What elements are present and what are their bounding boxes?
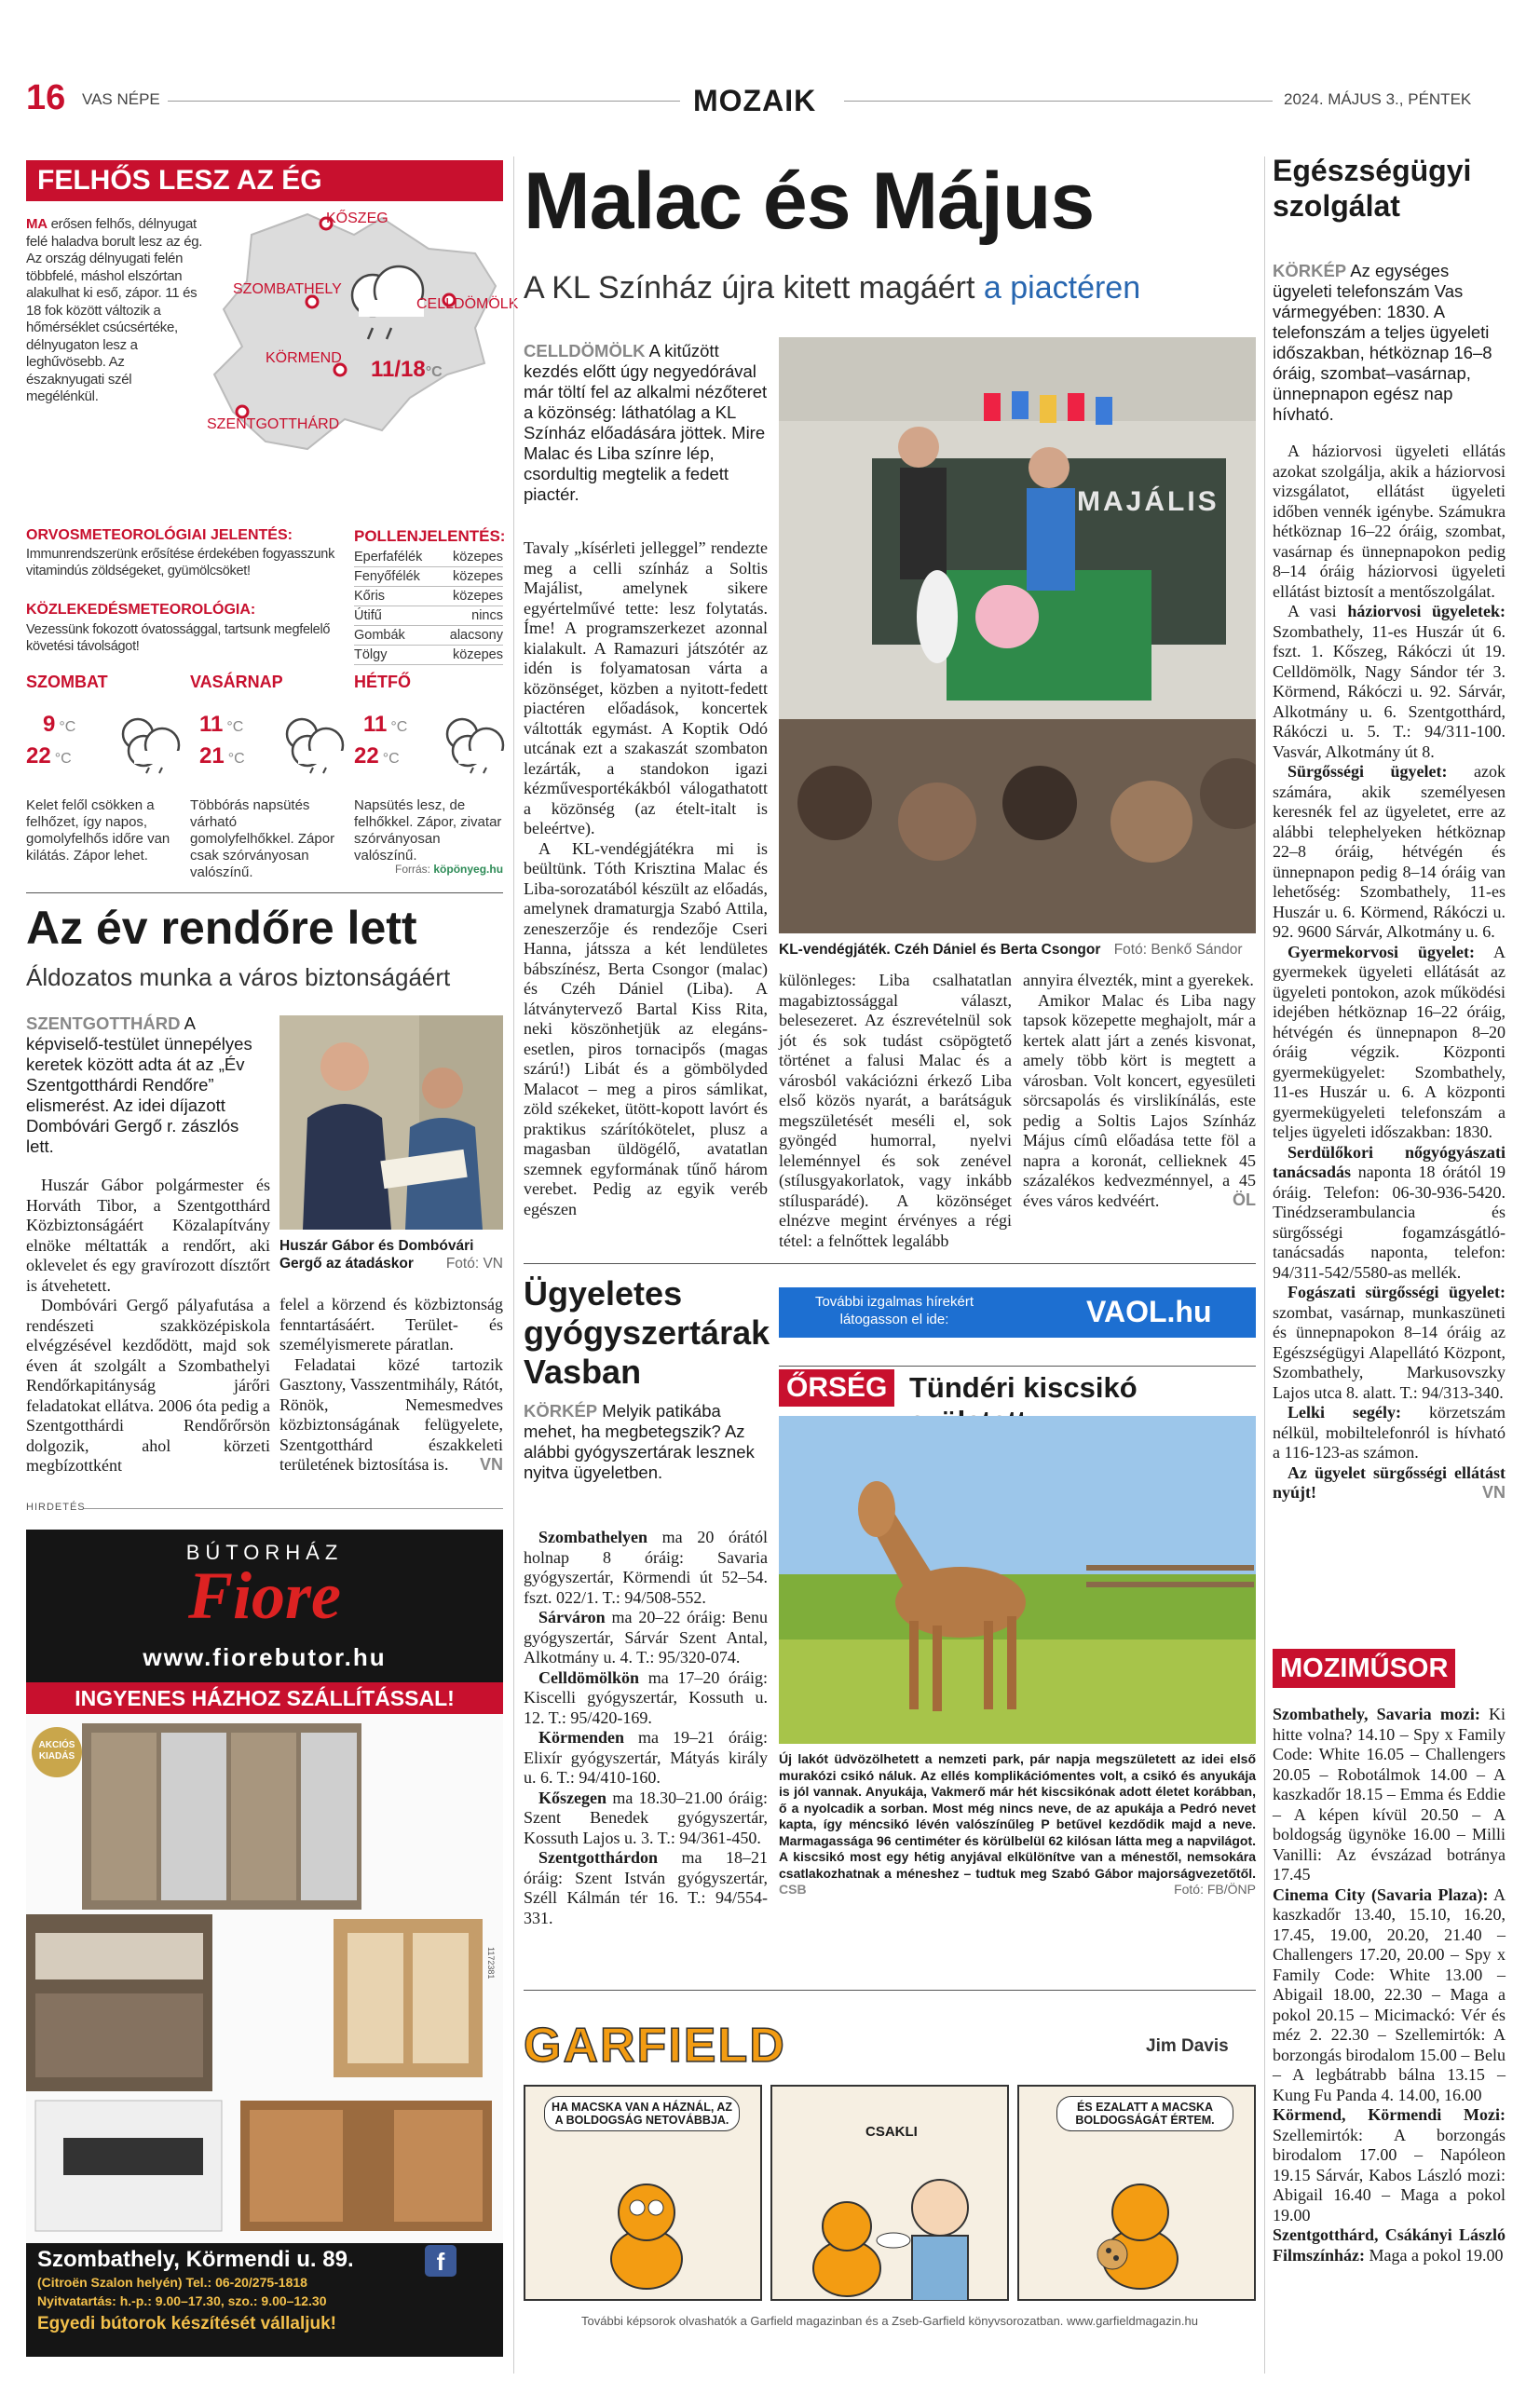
ad-furniture-area <box>26 1714 503 2243</box>
garfield-panel-2 <box>770 2085 1009 2301</box>
garfield-strip <box>524 2085 1256 2301</box>
pollen-row: Eperfafélék közepes <box>354 548 503 567</box>
theatre-lead-place: CELLDÖMÖLK <box>524 341 646 361</box>
page-number-text: 16 <box>26 78 66 117</box>
forecast-day-sunday: VASÁRNAP 11 °C 21 °C Többórás napsütés várható gomolyfelhőkkel. Zápor csak szórványosan valószínű. <box>190 673 339 692</box>
pharmacy-entry: Celldömölkön ma 17–20 óráig: Kiscelli gyógyszertár, Kossuth u. 12. T.: 95/420-169. <box>524 1667 769 1727</box>
ad-address: Szombathely, Körmendi u. 89. <box>37 2247 354 2272</box>
pollen-row: Gombák alacsony <box>354 626 503 646</box>
garfield-cat-icon <box>600 2170 693 2292</box>
weather-today-text: erősen felhős, délnyugat felé haladva borult lesz az ég. Az ország délnyugati felén többfelé, máshol elszórtan alakulhat ki eső, zápor. 11 és 18 fok között változik a hőmérséklet csúcsértéke, délnyugaton lesz a leghűvösebb. Az északnyugati szél megélénkül. <box>26 216 203 404</box>
vaol-line1: További izgalmas hírekért <box>814 1294 974 1310</box>
pharmacy-entry: Kőszegen ma 18.30–21.00 óráig: Szent Benedek gyógyszertár, Kossuth Lajos u. 3. T.: 94/361-450. <box>524 1788 768 1847</box>
foal-tag: ŐRSÉG <box>779 1369 894 1407</box>
paper-name: VAS NÉPE <box>82 90 160 108</box>
police-photo <box>279 1015 503 1230</box>
ad-code: 1172381 <box>486 1947 496 1979</box>
pharmacy-lead-text: Melyik patikába mehet, ha megbetegszik? Az alábbi gyógyszertárak lesznek nyitva ügyeletben. <box>524 1401 755 1482</box>
furniture-photos <box>26 1714 503 2243</box>
pharmacy-entry: Szombathelyen ma 20 órától holnap 8 óráig: Savaria gyógyszertár, Körmendi út 52–54. fszt. 022/1. T.: 94/508-552. <box>524 1528 768 1607</box>
theatre-body-col1 <box>524 538 768 1219</box>
award-ceremony-illustration <box>279 1015 503 1230</box>
garfield-panel-1 <box>524 2085 762 2301</box>
police-paragraph: felel a körzend és közbiztonság fenntartásáért. Terület- és személyismerete páratlan. <box>279 1295 503 1354</box>
cinema-venue: Cinema City (Savaria Plaza): A kaszkadőr 13.40, 15.10, 16.20, 17.45, 19.00, 20.20, 21.40 – Challengers 17.20, 20.00 – Spy x Family Code: White 13.00 – Abigail 18.00, 22.30 – Maga a pokol 20.15 – Micimackó: Vér és méz 2. 22.30 – Szellemirtók: A borzongás birodalom 15.00 – Belu – A legbátrabb bálna 13.15 – Kung Fu Panda 4. 14.00, 16.00 <box>1273 1884 1506 2104</box>
police-lead <box>26 1014 270 1157</box>
garfield-logo: GARFIELD <box>524 2019 786 2073</box>
header-rule-right <box>844 101 1273 102</box>
theatre-title: Malac és Május <box>524 156 1095 246</box>
health-lead-text: Az egységes ügyeleti telefonszám Vas vármegyében: 1830. A telefonszám a teljes ügyeleti időszakban, hétköznap 16–8 óráig, szombat–vasárnap, ünnepnapon egész nap hívható. <box>1273 261 1492 424</box>
cinema-listing <box>1273 1705 1506 2265</box>
vaol-line2: látogasson el ide: <box>839 1312 949 1327</box>
city-szombathely: SZOMBATHELY <box>233 281 342 297</box>
police-paragraph: Huszár Gábor polgármester és Horváth Tibor, a Szentgotthárd Közbiztonságáért Közalapítvány elnöke méltatták a rendőrt, aki oklevelet és egy gravírozott dísztőrt is átvehetett. <box>26 1176 270 1295</box>
theatre-paragraph: annyira élvezték, mint a gyerekek. <box>1023 971 1254 989</box>
health-sign: VN <box>1481 1482 1506 1502</box>
foal-caption-text: Új lakót üdvözölhetett a nemzeti park, pár napja megszületett az idei első murakózi csikó náluk. Az ellés komplikációmentes volt, a csikó és anyukája is jól vannak. Anyukája, Vakmerő már hét kiscsikónak adott életet korábban, ő a nyolcadik a sorban. Most még nincs neve, de az apukája a Pedró nevet kapta, így méncsikó lévén valószínűleg P betűvel kezdődik majd a neve. Marmagassága 96 centiméter és körülbelül 62 kilósan látta meg a napvilágot. A kiscsikó most egy hétig anyjával elkülönítve van a ménestől, nemsokára csatlakozhatnak a méneshez – tudtuk meg Szabó Gábor majorságvezetőtől. <box>779 1751 1256 1881</box>
garfield-author: Jim Davis <box>1146 2036 1229 2056</box>
theatre-body-col2 <box>779 971 1012 1251</box>
cinema-venue: Szombathely, Savaria mozi: Ki hitte volna? 14.10 – Spy x Family Code: White 16.05 – Challengers 20.05 – Robotálmok 14.00 – A kaszkadőr 18.15 – Emma és Eddie – A képen kívül 20.50 – A boldogság ügynöke 16.00 – Milli Vanilli: Az évszázad botránya 17.45 <box>1273 1705 1506 1884</box>
theatre-paragraph: A KL-vendégjátékra mi is beültünk. Tóth Krisztina Malac és Liba-sorozatából készült az előadás, amelynek dramaturgja Szabó Attila, zeneszerzője és rendezője Cseri Hanna, játssza a két lendületes bábszínész, Berta Csongor (malac) és Czéh Dániel (Liba). A látványtervező Bartal Kiss Rita, neki köszönhetjük az elegáns-esetlen, piros tornacipős (magas szárú!) Libát és a gömbölyded Malacot – meg a piros sámlikat, zöld székeket, ütött-kopott lavórt és praktikus szárítókötelet, plusz a magasban üldögélő, avatatlan szemnek egyformának tűnő három verebet. Pedig az egyik veréb egészen <box>524 838 768 1218</box>
cinema-venue: Szentgotthárd, Csákányi László Filmszínház: Maga a pokol 19.00 <box>1273 2225 1506 2265</box>
foal-caption <box>779 1751 1256 1898</box>
section-title: MOZAIK <box>693 84 817 117</box>
ad-url[interactable]: www.fiorebutor.hu <box>143 1643 387 1671</box>
header-date: 2024. MÁJUS 3., PÉNTEK <box>1284 90 1472 108</box>
garfield-footer: További képsorok olvashatók a Garfield magazinban és a Zseb-Garfield könyvsorozatban. www.garfieldmagazin.hu <box>581 2314 1198 2328</box>
foal-illustration <box>779 1416 1256 1744</box>
source-label: Forrás: <box>395 863 431 876</box>
fiore-ad[interactable] <box>26 1530 503 2357</box>
sun-cloud-rain-icon <box>436 714 509 775</box>
header-rule-left <box>168 101 680 102</box>
orvos-text: Immunrendszerünk erősítése érdekében fogyasszunk vitamindús zöldségeket, gyümölcsöket! <box>26 547 335 578</box>
health-paragraph: Serdülőkori nőgyógyászati tanácsadás naponta 18 órától 19 óráig. Telefon: 06-30-936-5420. Tinédzserambulancia és sürgősségi fogamzásgátló-tanácsadás naponta, telefon: 94/311-542/5580-as mellék. <box>1273 1142 1506 1282</box>
health-paragraph: A háziorvosi ügyeleti ellátás azokat szolgálja, akik a háziorvosi vizsgálatot, ellátást ügyeleti időben vennék igénybe. Számukra hétköznap 16–22 óráig, szombat, vasárnap és ünnepnapokon pedig 8–14 óráig háziorvosi ügyeleti ellátást biztosít a mentőszolgálat. <box>1273 442 1506 601</box>
health-paragraph: Gyermekorvosi ügyelet: A gyermekek ügyeleti ellátását az ügyeleti pontokon, azok működési idejében hétköznap 16–22 óráig, hétvégén és ünnepnapon 8–20 óráig végzik. Központi gyermekügyelet: Szombathely, 11-es Huszár u. 6. A központi gyermekügyeleti telefonszám a teljes ügyeleti időszakban: 1830. <box>1273 942 1506 1141</box>
map-temp-high: 18 <box>401 357 426 382</box>
foal-title: Tündéri kiscsikó <box>909 1371 1138 1404</box>
forecast-day-saturday: SZOMBAT 9 °C 22 °C Kelet felől csökken a felhőzet, így napos, gomolyfelhős időre van kilátás. Zápor lehet. <box>26 673 175 692</box>
ad-slogan: Egyedi bútorok készítését vállaljuk! <box>37 2314 336 2333</box>
health-paragraph: Az ügyelet sürgősségi ellátást nyújt! <box>1273 1462 1506 1502</box>
city-celldomolk: CELLDÖMÖLK <box>416 296 519 312</box>
weather-today <box>26 216 203 406</box>
police-body-right <box>279 1295 503 1475</box>
foal-credit: Fotó: FB/ÖNP <box>1174 1882 1256 1897</box>
police-paragraph: Dombóvári Gergő pályafutása a rendészeti szakközépiskola elvégzésével kezdődött, majd sok éven át szolgált a Szombathelyi Rendőrkapitányság járőri feladatokat ellátva. 2006 óta pedig a Szentgotthárdi Rendőrőrsön dolgozik, ahol körzeti megbízottként <box>26 1296 270 1475</box>
theatre-credit: Fotó: Benkő Sándor <box>1113 942 1243 958</box>
garfield-bubble-2: CSAKLI <box>865 2124 918 2140</box>
weather-title: FELHŐS LESZ AZ ÉG <box>26 160 503 201</box>
theatre-paragraph: Amikor Malac és Liba nagy tapsok közepette meghajolt, már a kertek alatt járt a zenés kisvonat, amely több kört is megtett a városban. Volt koncert, egyesületi sörcsapolás és virslikínálás, este pedig a Soltis Lajos Színház Május címû előadása tette föl a napra a koronát, cellieknek 45 százalékos kedvezménnyel, a 45 éves város kedvéért. <box>1023 990 1256 1210</box>
pharmacy-lead <box>524 1401 768 1483</box>
city-szentgotthard: SZENTGOTTHÁRD <box>207 416 340 432</box>
puppet-show-illustration <box>779 337 1256 933</box>
pharmacy-entry: Körmenden ma 19–21 óráig: Elixír gyógyszertár, Mátyás király u. 6. T.: 94/410-160. <box>524 1728 769 1787</box>
garfield-bubble-1: HA MACSKA VAN A HÁZNÁL, AZ A BOLDOGSÁG NETOVÁBBJA. <box>544 2096 740 2131</box>
forecast <box>26 673 503 887</box>
foal-photo <box>779 1416 1256 1744</box>
garfield-bubble-3: ÉS EZALATT A MACSKA BOLDOGSÁGÁT ÉRTEM. <box>1056 2096 1233 2131</box>
theatre-subtitle-a: A KL Színház újra kitett magáért <box>524 270 975 306</box>
police-credit: Fotó: VN <box>445 1256 503 1272</box>
orvos-title: ORVOSMETEOROLÓGIAI JELENTÉS: <box>26 527 293 543</box>
ad-hours: Nyitvatartás: h.-p.: 9.00–17.30, szo.: 9.00–12.30 <box>37 2293 327 2308</box>
health-body <box>1273 442 1506 1503</box>
theatre-body-col3 <box>1023 971 1256 1211</box>
map-deg: °C <box>425 364 443 380</box>
pollen-title: POLLENJELENTÉS: <box>354 527 506 545</box>
pharmacy-list <box>524 1528 768 1928</box>
theatre-subtitle-b: a piactéren <box>983 270 1141 306</box>
city-koszeg: KŐSZEG <box>326 211 388 226</box>
ad-badge: AKCIÓS KIADÁS <box>32 1727 82 1777</box>
weather-bottom-rule <box>26 892 503 893</box>
police-subtitle: Áldozatos munka a város biztonságáért <box>26 963 451 991</box>
vaol-banner[interactable] <box>779 1287 1256 1338</box>
weather-today-label: MA <box>26 216 48 232</box>
sun-cloud-rain-icon <box>276 714 348 775</box>
ad-strip: INGYENES HÁZHOZ SZÁLLÍTÁSSAL! <box>26 1682 503 1714</box>
garfield-eating-icon <box>1075 2170 1206 2292</box>
theatre-caption-text: KL-vendégjáték. Czéh Dániel és Berta Csongor <box>779 942 1101 958</box>
theatre-paragraph: Tavaly „kísérleti jelleggel” rendezte meg a celli színház a Soltis Majálist, amelynek sikere egyértelművé tette: lesz folytatás. Íme! A programszerkezet azonnal kialakult. A Ramazuri játszótér az idén is folyamatosan várta a közönséget, közben a nyitott-fedett piactéren előadások, koncertek váltották egymást. A Koptik Odó utcának ezt a szakaszát szombaton lezárták, a standokon igazi kézművesportékákból válogathatott a közönség (az ételt-italt is beleértve). <box>524 538 768 837</box>
pollen-row: Kőris közepes <box>354 587 503 606</box>
police-lead-text: A képviselő-testület ünnepélyes keretek között adta át az „Év Szentgotthárdi Rendőre” elismerést. Az idei díjazott Dombóvári Gergő r. zászlós lett. <box>26 1014 252 1156</box>
health-paragraph: Sürgősségi ügyelet: azok számára, akik személyesen keresnék fel az ügyeletet, erre az alábbi telephelyeken hétköznap 22–8 óráig, hétvégén és ünnepnapon pedig 8–14 óráig van lehetőség: Szombathely, 11-es Huszár u. 6. Körmend, Rákóczi u. 92. 9600 Sárvár, Alkotmány u. 6. <box>1273 762 1506 941</box>
ad-top: BÚTORHÁZ <box>185 1541 344 1564</box>
forecast-day-monday: HÉTFŐ 11 °C 22 °C Napsütés lesz, de felhőkkel. Zápor, zivatar szórványosan valószínű. <box>354 673 503 692</box>
police-caption <box>279 1237 503 1272</box>
city-kormend: KÖRMEND <box>266 350 342 366</box>
police-caption-text: Huszár Gábor és Dombóvári Gergő az átadáskor <box>279 1238 474 1272</box>
garfield-panel-3 <box>1017 2085 1256 2301</box>
cinema-venue: Körmend, Körmendi Mozi: Szellemirtók: A borzongás birodalom 17.00 – Napóleon 19.15 Sárvár, Kabos László mozi: Abigail 16.40 – Maga a pokol 19.00 <box>1273 2105 1506 2224</box>
ad-rule <box>84 1508 503 1509</box>
source-logo: köpönyeg.hu <box>433 863 504 876</box>
theatre-subtitle <box>524 270 1140 306</box>
pharmacy-title: Ügyeletes gyógyszertárak Vasban <box>524 1274 770 1391</box>
health-paragraph: Lelki segély: körzetszám nélkül, mobiltelefonról is hívható a 116-123-as számon. <box>1273 1403 1506 1462</box>
column-divider-left <box>513 156 514 2374</box>
kozl-text: Vezessünk fokozott óvatossággal, tartsunk megfelelő követési távolságot! <box>26 622 331 654</box>
police-paragraph: Feladatai közé tartozik Gasztony, Vasszentmihály, Rátót, Rönök, Nemesmedves közbiztonságának felügyelete, Szentgotthárd északkeleti területének biztosítása is. <box>279 1354 503 1474</box>
health-lead-place: KÖRKÉP <box>1273 261 1347 280</box>
police-lead-place: SZENTGOTTHÁRD <box>26 1014 181 1033</box>
theatre-lead <box>524 341 768 505</box>
theatre-sign: ÖL <box>1233 1190 1256 1209</box>
health-lead <box>1273 261 1506 425</box>
pollen-table <box>354 548 503 665</box>
police-sign: VN <box>479 1454 503 1474</box>
theatre-photo <box>779 337 1256 933</box>
pollen-row: Fenyőfélék közepes <box>354 567 503 587</box>
health-paragraph: Fogászati sürgősségi ügyelet: szombat, vasárnap, munkaszüneti és ünnepnapokon 8–14 óráig az Egészségügyi Alapellátó Központ, Szombathely, Markusovszky Lajos utca 8. alatt. T.: 94/313-340. <box>1273 1283 1506 1402</box>
theatre-caption <box>779 941 1256 959</box>
page-number <box>26 78 65 118</box>
ad-brand: Fiore <box>187 1558 341 1633</box>
map-temp-low: 11 <box>371 357 395 382</box>
jon-and-garfield-icon <box>791 2161 996 2301</box>
police-title: Az év rendőre lett <box>26 902 417 954</box>
pollen-row: Útifű nincs <box>354 606 503 626</box>
column-divider-right <box>1264 156 1265 2374</box>
health-paragraph: A vasi háziorvosi ügyeletek: Szombathely, 11-es Huszár út 6. fszt. 1. Kőszeg, Rákóczi út 19. Celldömölk, Nagy Sándor tér 3. Körmend, Rákóczi u. 92. Sárvár, Alkotmány u. 6. Szentgotthárd, Rákóczi u. 5. T.: 94/311-100. Vasvár, Alkotmány út 8. <box>1273 602 1506 761</box>
health-title: Egészségügyi szolgálat <box>1273 154 1472 223</box>
ad-label: HIRDETÉS <box>26 1502 86 1513</box>
theatre-lead-text: A kitűzött kezdés előtt úgy negyedórával már töltí fel az alkalmi nézőteret a közönség: láthatólag a KL Színház előadására jöttek. Mire Malac és Liba színre lép, csordultig megtelik a fedett piactér. <box>524 341 768 504</box>
foal-sign: CSB <box>779 1882 807 1897</box>
foal-top-rule <box>779 1366 1256 1367</box>
vaol-brand[interactable]: VAOL.hu <box>1086 1295 1212 1328</box>
pharmacy-entry: Sárváron ma 20–22 óráig: Benu gyógyszertár, Sárvár Szent Antal, Alkotmány u. 4. T.: 95/320-074. <box>524 1608 768 1667</box>
foal-header <box>779 1369 1256 1410</box>
pharmacy-lead-place: KÖRKÉP <box>524 1401 598 1421</box>
sun-cloud-rain-icon <box>112 714 184 775</box>
vaol-text <box>792 1293 997 1328</box>
pharmacy-entry: Szentgotthárdon ma 18–21 óráig: Szent István gyógyszertár, Széll Kálmán tér 16. T.: 94/554-331. <box>524 1848 768 1927</box>
pollen-row: Tölgy közepes <box>354 646 503 665</box>
police-body-left <box>26 1176 270 1476</box>
garfield-top-rule <box>524 1990 1256 1991</box>
majalis-banner: MAJÁLIS <box>1077 486 1219 517</box>
ad-phone: (Citroën Szalon helyén) Tel.: 06-20/275-1818 <box>37 2275 307 2290</box>
facebook-icon[interactable]: f <box>425 2245 456 2277</box>
kozl-title: KÖZLEKEDÉSMETEOROLÓGIA: <box>26 602 256 618</box>
theatre-paragraph: különleges: Liba csalhatatlan magabiztossággal választ, belesezeret. Az észrevételnül sok jót és sok tudást csöpögtető történet a falusi Malac és a városból vakációzni érkező Liba első közös nyarát, a barátságuk megszületését meséli el, sok gyöngéd humorral, nyelvi leleménnyel és sok zenével (stílusgyakorlatok, vagy inkább stílusparádé). A közönséget elnézve megint érvényes a régi tétel: a felnőttek legalább <box>779 971 1012 1250</box>
cinema-title: MOZIMŰSOR <box>1273 1649 1455 1688</box>
theatre-bottom-rule <box>524 1263 1256 1264</box>
weather-source <box>395 863 503 876</box>
county-shape <box>214 214 496 449</box>
map-temperature: 11/18°C <box>371 357 443 382</box>
